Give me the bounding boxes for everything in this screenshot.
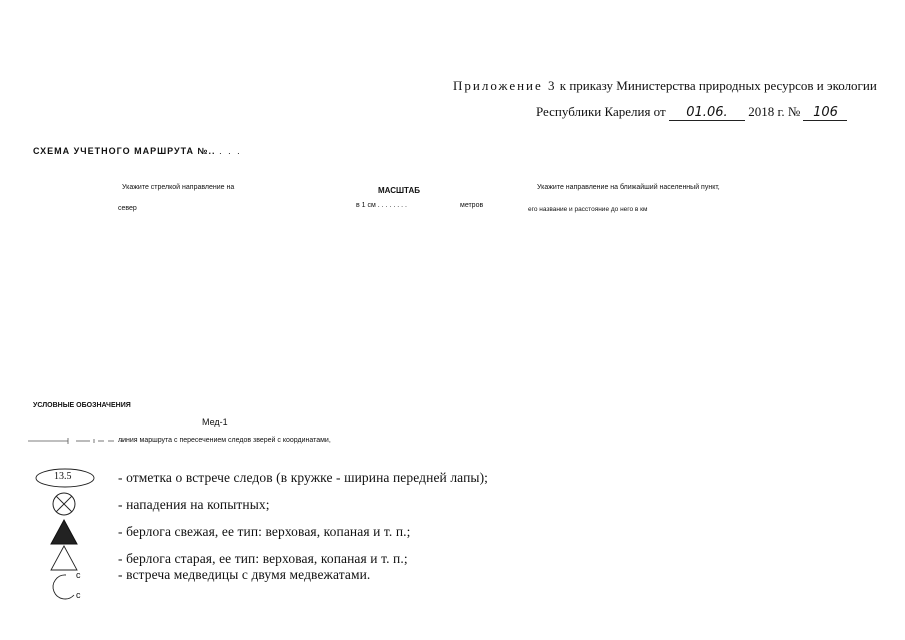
scale-line: в 1 см . . . . . . . . [356, 202, 407, 209]
scale-title: МАСШТАБ [378, 186, 420, 195]
crossed-circle-icon [52, 492, 76, 516]
settlement-instruction-line2: его название и расстояние до него в км [528, 206, 648, 213]
legend-heading: УСЛОВНЫЕ ОБОЗНАЧЕНИЯ [33, 402, 131, 409]
appendix-order-text: к приказу Министерства природных ресурсов и экологии [559, 78, 877, 93]
cub-mark-top: с [76, 570, 81, 580]
settlement-instruction-line1: Укажите направление на ближайший населенный пункт, [537, 184, 720, 191]
route-number-dots: . . . [219, 146, 242, 156]
legend-item-attacks: - нападения на копытных; [118, 497, 270, 512]
route-sample-label: Мед-1 [202, 417, 228, 427]
order-date-field: 01.06. [669, 106, 745, 121]
track-width-badge: 13.5 [54, 471, 72, 482]
north-instruction-line1: Укажите стрелкой направление на [122, 184, 235, 191]
legend-item-fresh-den: - берлога свежая, ее тип: верховая, копаная и т. п.; [118, 524, 411, 539]
outline-triangle-icon [50, 545, 78, 571]
route-scheme-title [33, 146, 242, 156]
order-number-field: 106 [803, 106, 847, 121]
order-year-text: 2018 г. № [748, 104, 801, 119]
appendix-header-line2 [536, 104, 847, 121]
legend-item-bear-cubs: - встреча медведицы с двумя медвежатами. [118, 567, 371, 582]
appendix-header-line1 [453, 78, 877, 94]
legend-item-tracks: - отметка о встрече следов (в кружке - ширина передней лапы); [118, 470, 489, 485]
legend-item-old-den: - берлога старая, ее тип: верховая, копаная и т. п.; [118, 551, 408, 566]
north-instruction-line2: север [118, 205, 137, 212]
cub-mark-bottom: с [76, 590, 81, 600]
appendix-number: Приложение 3 [453, 78, 557, 93]
route-scheme-title-text: СХЕМА УЧЕТНОГО МАРШРУТА №.. [33, 146, 216, 156]
filled-triangle-icon [50, 519, 78, 545]
scale-unit: метров [460, 202, 484, 209]
republic-date-prefix: Республики Карелия от [536, 104, 666, 119]
route-line-description: линия маршрута с пересечением следов зверей с координатами, [118, 437, 331, 444]
